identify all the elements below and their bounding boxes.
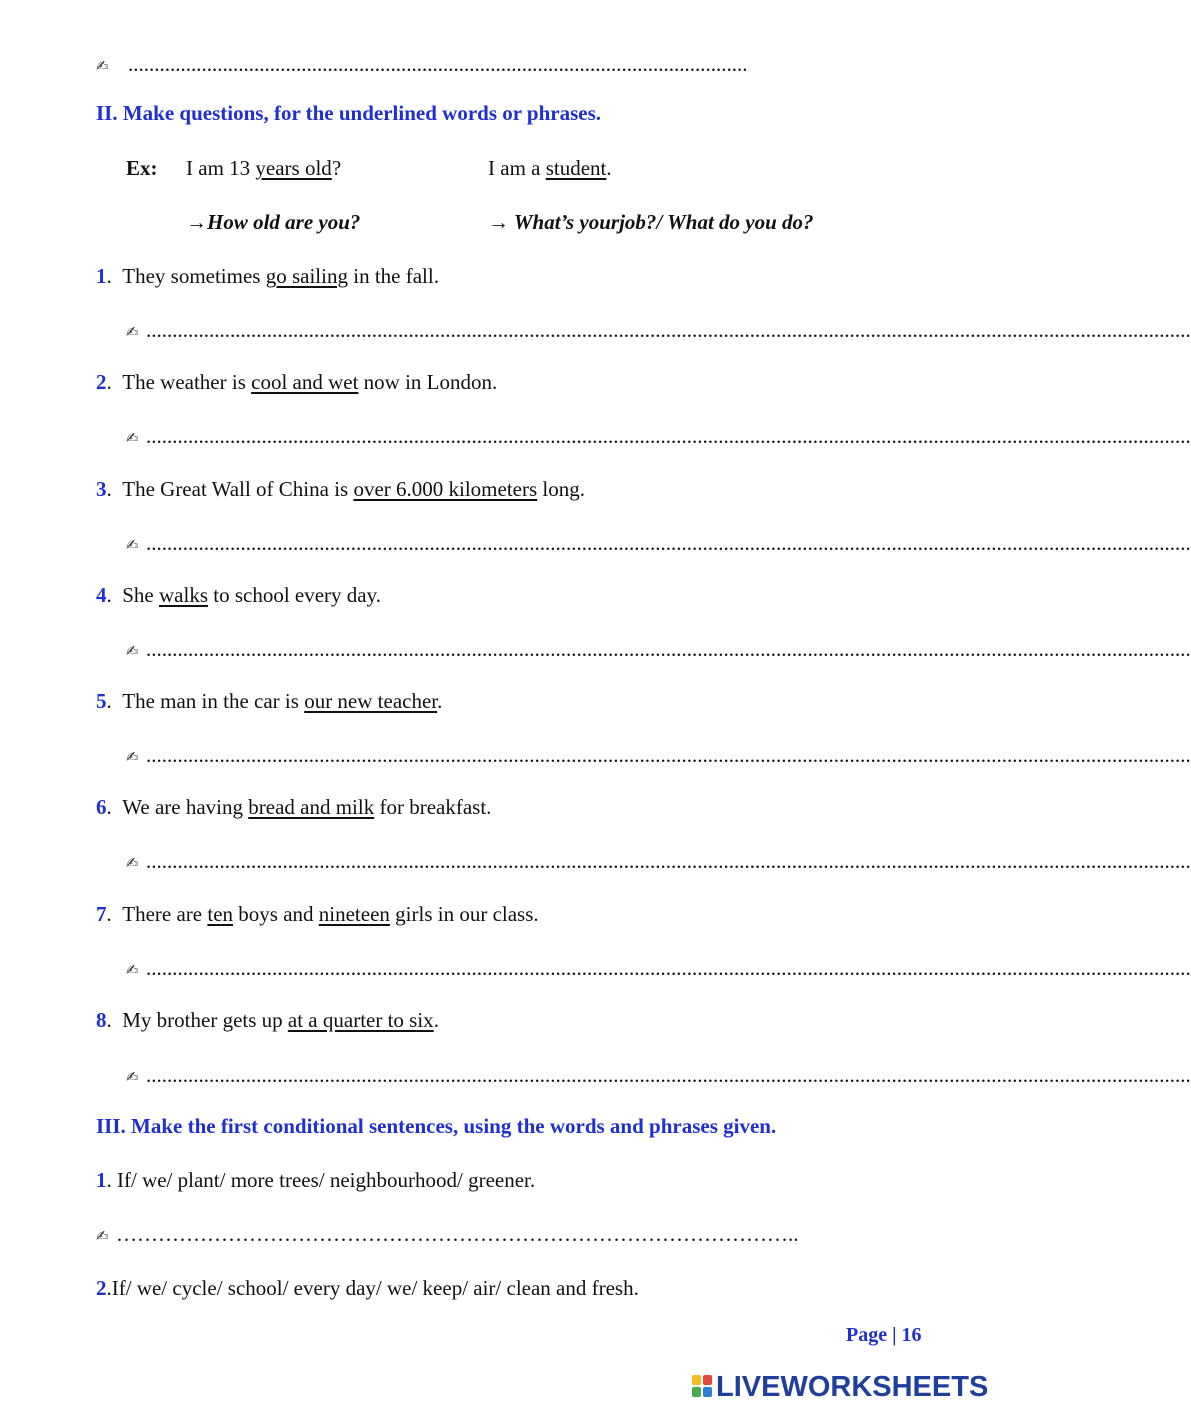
question-7: 7. There are ten boys and nineteen girls in our class. xyxy=(96,902,539,926)
example-label: Ex: xyxy=(126,156,158,180)
answer-line-3[interactable]: ✍ ....................................................................................................................................................................................................... xyxy=(126,531,1191,555)
section-2-heading: II. Make questions, for the underlined words or phrases. xyxy=(96,101,602,125)
pen-icon: ✍ xyxy=(96,57,109,75)
page-number: Page | 16 xyxy=(846,1324,922,1346)
pen-icon: ✍ xyxy=(126,323,139,341)
answer-line-6[interactable]: ✍ ....................................................................................................................................................................................................... xyxy=(126,849,1191,873)
pen-icon: ✍ xyxy=(96,1227,109,1245)
example-sentence-2: I am a student. xyxy=(488,156,612,180)
question-4: 4. She walks to school every day. xyxy=(96,583,382,607)
conditional-item-2: 2.If/ we/ cycle/ school/ every day/ we/ keep/ air/ clean and fresh. xyxy=(96,1276,639,1300)
example-answer-2: → What’s yourjob?/ What do you do? xyxy=(488,210,814,234)
pen-icon: ✍ xyxy=(126,854,139,872)
logo-mark-icon xyxy=(692,1375,714,1399)
conditional-item-1: 1. If/ we/ plant/ more trees/ neighbourhood/ greener. xyxy=(96,1168,536,1192)
example-sentence-1: I am 13 years old? xyxy=(186,156,342,180)
question-5: 5. The man in the car is our new teacher. xyxy=(96,689,443,713)
answer-line-7[interactable]: ✍ ....................................................................................................................................................................................................... xyxy=(126,956,1191,980)
answer-line-top[interactable]: ✍ ...................................................................................................................... xyxy=(96,52,748,76)
pen-icon: ✍ xyxy=(126,748,139,766)
answer-line-2[interactable]: ✍ ....................................................................................................................................................................................................... xyxy=(126,424,1191,448)
question-1: 1. They sometimes go sailing in the fall. xyxy=(96,264,439,288)
pen-icon: ✍ xyxy=(126,642,139,660)
question-2: 2. The weather is cool and wet now in London. xyxy=(96,370,498,394)
pen-icon: ✍ xyxy=(126,429,139,447)
answer-line-1[interactable]: ✍ ....................................................................................................................................................................................................... xyxy=(126,318,1191,342)
example-answer-1: →How old are you? xyxy=(186,210,361,234)
answer-line-4[interactable]: ✍ ....................................................................................................................................................................................................... xyxy=(126,637,1191,661)
answer-line-8[interactable]: ✍ ....................................................................................................................................................................................................... xyxy=(126,1063,1191,1087)
answer-line-5[interactable]: ✍ ....................................................................................................................................................................................................... xyxy=(126,743,1191,767)
conditional-answer-line-1[interactable]: ✍ …………………………………………………………………………………….. xyxy=(96,1222,799,1246)
question-6: 6. We are having bread and milk for breakfast. xyxy=(96,795,492,819)
pen-icon: ✍ xyxy=(126,961,139,979)
pen-icon: ✍ xyxy=(126,1068,139,1086)
section-3-heading: III. Make the first conditional sentences, using the words and phrases given. xyxy=(96,1114,777,1138)
question-3: 3. The Great Wall of China is over 6.000 kilometers long. xyxy=(96,477,586,501)
pen-icon: ✍ xyxy=(126,536,139,554)
liveworksheets-logo[interactable]: LIVEWORKSHEETS xyxy=(692,1371,988,1404)
question-8: 8. My brother gets up at a quarter to six. xyxy=(96,1008,439,1032)
